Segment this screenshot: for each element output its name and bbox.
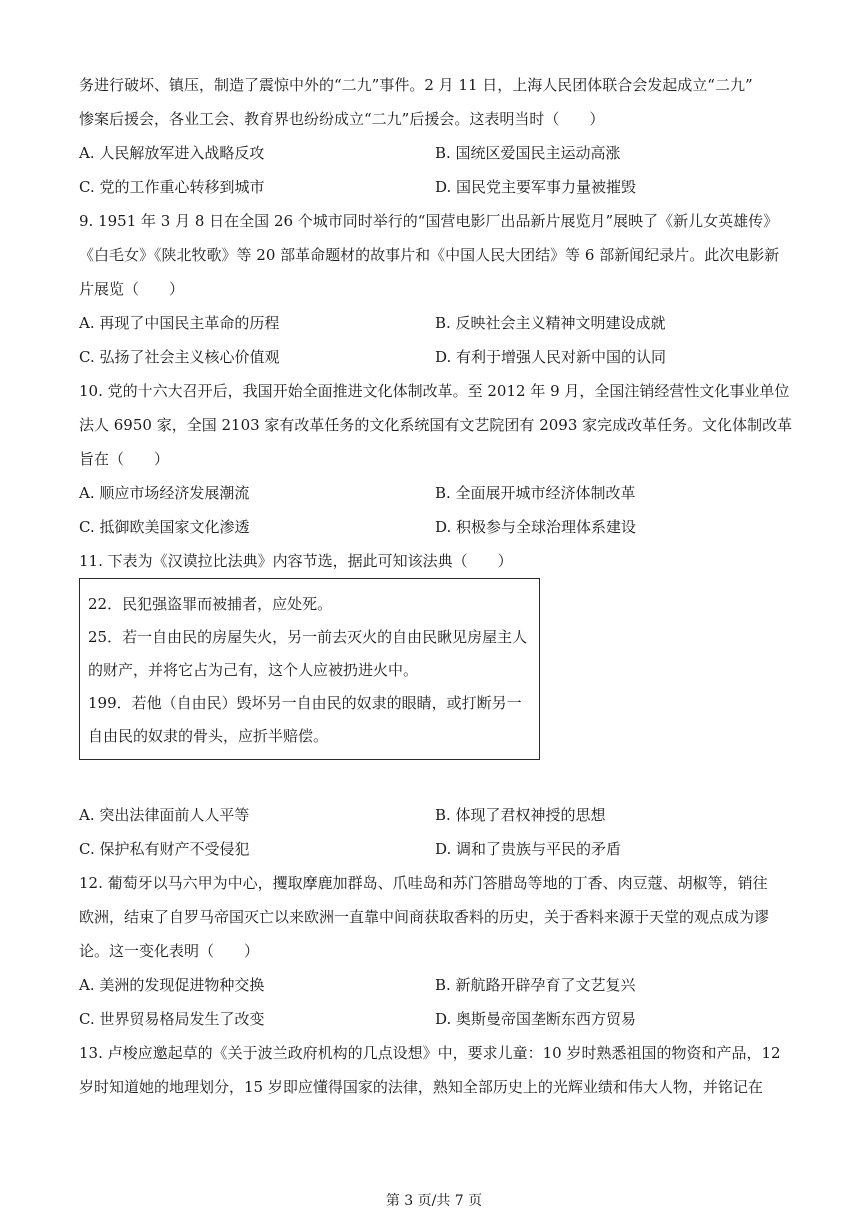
q9-options-row-1 <box>79 313 779 333</box>
q11-stem: 11. 下表为《汉谟拉比法典》内容节选，据此可知该法典（ ） <box>79 552 513 570</box>
q9-stem-line-3: 片展览（ ） <box>79 280 185 298</box>
law-excerpt-line-2: 25．若一自由民的房屋失火，另一前去灭火的自由民瞅见房屋主人 <box>88 628 528 646</box>
q13-stem-line-2: 岁时知道她的地理划分，15 岁即应懂得国家的法律，熟知全部历史上的光辉业绩和伟大人物，并铭记在 <box>79 1078 763 1096</box>
q11-option-d[interactable]: D. 调和了贵族与平民的矛盾 <box>435 840 622 858</box>
q10-option-a[interactable]: A. 顺应市场经济发展潮流 <box>79 484 250 502</box>
law-excerpt-table <box>79 578 540 760</box>
q10-options-row-1 <box>79 483 779 503</box>
law-excerpt-line-1: 22．民犯强盗罪而被捕者，应处死。 <box>88 595 333 613</box>
q8-options-row-1 <box>79 143 779 163</box>
q12-stem-line-1: 12. 葡萄牙以马六甲为中心，攫取摩鹿加群岛、爪哇岛和苏门答腊岛等地的丁香、肉豆蔻、胡椒等，销往 <box>79 874 768 892</box>
q10-options-row-2 <box>79 517 779 537</box>
q11-option-a[interactable]: A. 突出法律面前人人平等 <box>79 806 250 824</box>
q11-options-row-1 <box>79 805 779 825</box>
q12-option-a[interactable]: A. 美洲的发现促进物种交换 <box>79 976 265 994</box>
q12-stem-line-2: 欧洲，结束了自罗马帝国灭亡以来欧洲一直靠中间商获取香料的历史，关于香料来源于天堂的观点成为谬 <box>79 908 770 926</box>
q13-stem-line-1: 13. 卢梭应邀起草的《关于波兰政府机构的几点设想》中，要求儿童：10 岁时熟悉祖国的物资和产品，12 <box>79 1044 781 1062</box>
q9-options-row-2 <box>79 347 779 367</box>
q12-option-d[interactable]: D. 奥斯曼帝国垄断东西方贸易 <box>435 1010 637 1028</box>
q11-option-b[interactable]: B. 体现了君权神授的思想 <box>435 806 606 824</box>
q8-option-c[interactable]: C. 党的工作重心转移到城市 <box>79 178 265 196</box>
q11-option-c[interactable]: C. 保护私有财产不受侵犯 <box>79 840 250 858</box>
q10-option-b[interactable]: B. 全面展开城市经济体制改革 <box>435 484 636 502</box>
q12-options-row-1 <box>79 975 779 995</box>
q10-stem-line-2: 法人 6950 家，全国 2103 家有改革任务的文化系统国有文艺院团有 2093 家完成改革任务。文化体制改革 <box>79 416 793 434</box>
q8-option-a[interactable]: A. 人民解放军进入战略反攻 <box>79 144 265 162</box>
q11-options-row-2 <box>79 839 779 859</box>
q9-option-b[interactable]: B. 反映社会主义精神文明建设成就 <box>435 314 666 332</box>
q8-option-d[interactable]: D. 国民党主要军事力量被摧毁 <box>435 178 637 196</box>
q9-stem-line-1: 9. 1951 年 3 月 8 日在全国 26 个城市同时举行的“国营电影厂出品新片展览月”展映了《新儿女英雄传》 <box>79 212 779 230</box>
q9-option-d[interactable]: D. 有利于增强人民对新中国的认同 <box>435 348 667 366</box>
q12-stem-line-3: 论。这一变化表明（ ） <box>79 942 260 960</box>
q10-stem-line-3: 旨在（ ） <box>79 450 170 468</box>
q12-options-row-2 <box>79 1009 779 1029</box>
q8-stem-line-2: 惨案后援会，各业工会、教育界也纷纷成立“二九”后援会。这表明当时（ ） <box>79 110 605 128</box>
q12-option-b[interactable]: B. 新航路开辟孕育了文艺复兴 <box>435 976 636 994</box>
q9-option-c[interactable]: C. 弘扬了社会主义核心价值观 <box>79 348 280 366</box>
q9-option-a[interactable]: A. 再现了中国民主革命的历程 <box>79 314 280 332</box>
law-excerpt-line-3: 的财产，并将它占为己有，这个人应被扔进火中。 <box>88 661 419 679</box>
page-number-footer: 第 3 页/共 7 页 <box>385 1193 483 1209</box>
q12-option-c[interactable]: C. 世界贸易格局发生了改变 <box>79 1010 265 1028</box>
q10-stem-line-1: 10. 党的十六大召开后，我国开始全面推进文化体制改革。至 2012 年 9 月，全国注销经营性文化事业单位 <box>79 382 790 400</box>
q8-option-b[interactable]: B. 国统区爱国民主运动高涨 <box>435 144 621 162</box>
q8-options-row-2 <box>79 177 779 197</box>
law-excerpt-line-5: 自由民的奴隶的骨头，应折半赔偿。 <box>88 727 329 745</box>
q10-option-d[interactable]: D. 积极参与全球治理体系建设 <box>435 518 637 536</box>
q10-option-c[interactable]: C. 抵御欧美国家文化渗透 <box>79 518 250 536</box>
q8-stem-line-1: 务进行破坏、镇压，制造了震惊中外的“二九”事件。2 月 11 日，上海人民团体联合会发起成立“二九” <box>79 76 753 94</box>
q9-stem-line-2: 《白毛女》《陕北牧歌》等 20 部革命题材的故事片和《中国人民大团结》等 6 部新闻纪录片。此次电影新 <box>79 246 780 264</box>
law-excerpt-line-4: 199．若他（自由民）毁坏另一自由民的奴隶的眼睛，或打断另一 <box>88 694 522 712</box>
